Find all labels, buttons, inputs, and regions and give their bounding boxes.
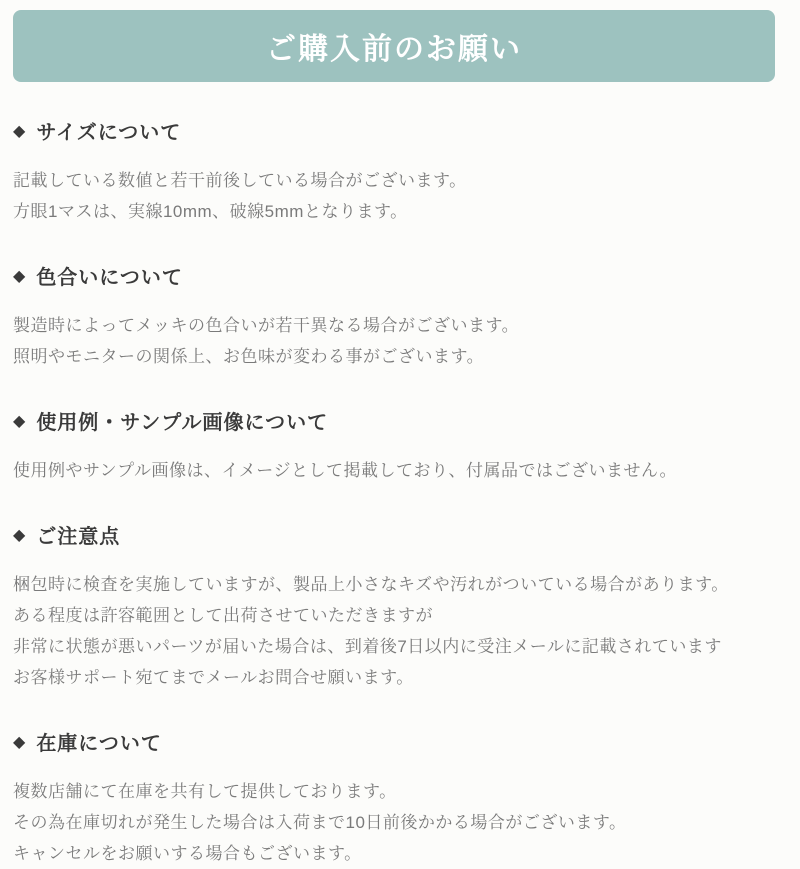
body-line: 記載している数値と若干前後している場合がございます。 xyxy=(13,171,467,190)
section-sample-images xyxy=(13,406,770,486)
section-color xyxy=(13,261,770,372)
section-heading xyxy=(13,116,770,145)
diamond-bullet-icon: ◆ xyxy=(13,412,27,430)
body-line: 使用例やサンプル画像は、イメージとして掲載しており、付属品ではございません。 xyxy=(13,461,677,480)
section-heading-label: サイズについて xyxy=(36,122,182,144)
section-caution xyxy=(13,520,770,693)
section-heading-label: 使用例・サンプル画像について xyxy=(36,412,329,434)
body-line: キャンセルをお願いする場合もございます。 xyxy=(13,844,362,863)
section-heading-label: 色合いについて xyxy=(36,267,183,289)
section-body xyxy=(13,569,770,693)
body-line: 非常に状態が悪いパーツが届いた場合は、到着後7日以内に受注メールに記載されています xyxy=(13,637,722,656)
section-body xyxy=(13,165,770,227)
body-line: 方眼1マスは、実線10mm、破線5mmとなります。 xyxy=(13,202,408,221)
body-line: お客様サポート宛てまでメールお問合せ願います。 xyxy=(13,668,414,687)
notice-content xyxy=(0,116,800,869)
section-size xyxy=(13,116,770,227)
diamond-bullet-icon: ◆ xyxy=(13,733,27,751)
section-heading xyxy=(13,520,770,549)
section-heading xyxy=(13,261,770,290)
section-body xyxy=(13,310,770,372)
diamond-bullet-icon: ◆ xyxy=(13,267,27,285)
body-line: 梱包時に検査を実施していますが、製品上小さなキズや汚れがついている場合があります。 xyxy=(13,575,729,594)
body-line: その為在庫切れが発生した場合は入荷まで10日前後かかる場合がございます。 xyxy=(13,813,627,832)
section-body xyxy=(13,455,770,486)
body-line: 複数店舗にて在庫を共有して提供しております。 xyxy=(13,782,397,801)
notice-title-bar xyxy=(13,10,775,82)
body-line: 製造時によってメッキの色合いが若干異なる場合がございます。 xyxy=(13,316,520,335)
section-heading-label: 在庫について xyxy=(36,733,162,755)
section-stock xyxy=(13,727,770,869)
diamond-bullet-icon: ◆ xyxy=(13,526,27,544)
section-heading-label: ご注意点 xyxy=(36,526,121,548)
section-heading xyxy=(13,406,770,435)
body-line: ある程度は許容範囲として出荷させていただきますが xyxy=(13,606,433,625)
section-body xyxy=(13,776,770,869)
purchase-notice-page xyxy=(0,10,800,863)
diamond-bullet-icon: ◆ xyxy=(13,122,27,140)
section-heading xyxy=(13,727,770,756)
page-title: ご購入前のお願い xyxy=(266,33,522,66)
body-line: 照明やモニターの関係上、お色味が変わる事がございます。 xyxy=(13,347,485,366)
